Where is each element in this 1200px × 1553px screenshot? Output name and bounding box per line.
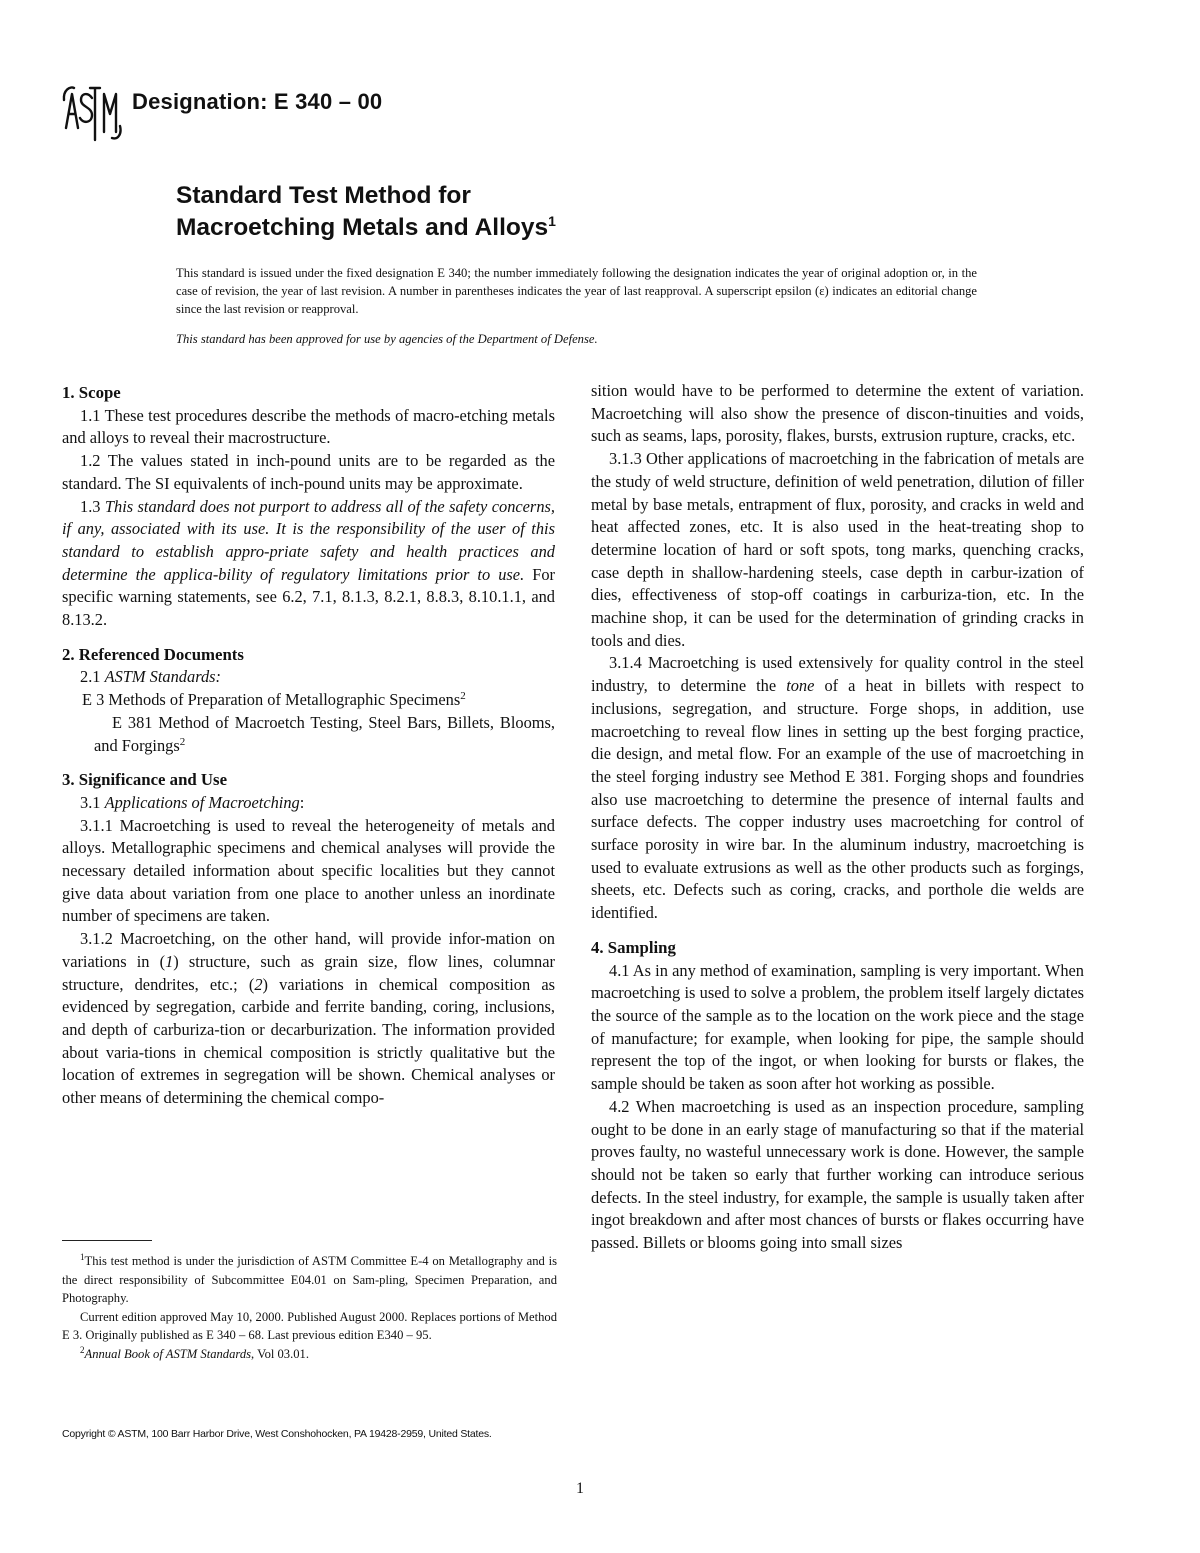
footnote-2: $^2$Annual Book of ASTM Standards, Vol 03.01. bbox=[80, 1344, 309, 1361]
section-heading-sampling: 4. Sampling bbox=[591, 937, 676, 957]
paragraph-1-3: 1.3 This standard does not purport to address all of the safety concerns, if any, associated with its use. It is the responsibility of the user of this standard to establish appro-priate safety and health practices and determine the applica-bility of regulatory limitations prior to use. For specific warning statements, see 6.2, 7.1, 8.1.3, 8.2.1, 8.8.3, 8.10.1.1, and 8.13.2. bbox=[62, 496, 555, 630]
document-title bbox=[176, 180, 1076, 244]
title-line-1: Standard Test Method for bbox=[176, 182, 471, 209]
section-heading-referenced-documents: 2. Referenced Documents bbox=[62, 644, 244, 664]
right-column bbox=[591, 380, 1084, 1255]
title-line-2: Macroetching Metals and Alloys$^1$ bbox=[176, 213, 556, 241]
paragraph-3-1-2: 3.1.2 Macroetching, on the other hand, will provide infor-mation on variations in (1) structure, such as grain size, flow lines, columnar structure, dendrites, etc.; (2) variations in chemical composition as evidenced by segregation, carbide and ferrite banding, coring, inclusions, and depth of carburiza-tion or decarburization. The information provided about varia-tions in chemical composition is strictly qualitative but the location of extremes in segregation will be shown. Chemical analyses or other means of determining the chemical compo- bbox=[62, 929, 555, 1108]
paragraph-3-1-3: 3.1.3 Other applications of macroetching in the fabrication of metals are the study of weld structure, definition of weld penetration, dilution of filler metal by base metals, entrapment of flux, porosity, and cracks in weld and heat affected zones, etc. It is also used in the heat-treating shop to determine location of hard or soft spots, tong marks, quenching cracks, case depth in shallow-hardening steels, case depth in carbur-ization of dies, effectiveness of stop-off coatings in carburiza-tion, etc. In the machine shop, it can be used for the determination of grinding cracks in tools and dies. bbox=[591, 449, 1084, 650]
section-heading-significance: 3. Significance and Use bbox=[62, 770, 228, 790]
paragraph-3-1-4: 3.1.4 Macroetching is used extensively for quality control in the steel industry, to determine the tone of a heat in billets with respect to inclusions, segregation, and structure. Forge shops, in addition, use macroetching to reveal flow lines in setting up the best forging practice, die design, and metal flow. For an example of the use of macroetching in the steel forging industry see Method E 381. Forging shops and foundries also use macroetching to determine the presence of internal faults and surface defects. The copper industry uses macroetching for control of surface porosity in wire bar. In the aluminum industry, macroetching is used to evaluate extrusions as well as the other products such as forgings, sheets, etc. Defects such as coring, cracks, and porthole die welds are identified. bbox=[591, 653, 1085, 923]
copyright-line: Copyright © ASTM, 100 Barr Harbor Drive, West Conshohocken, PA 19428-2959, United States. bbox=[62, 1428, 492, 1440]
footnotes bbox=[62, 1252, 557, 1363]
paragraph-3-1-1: 3.1.1 Macroetching is used to reveal the heterogeneity of metals and alloys. Metallographic specimens and chemical analyses will provide the necessary detailed information about specific localities but they cannot give data about variation from one place to another unless an inordinate number of specimens are taken. bbox=[62, 815, 555, 926]
approval-note: This standard has been approved for use by agencies of the Department of Defense. bbox=[176, 332, 598, 346]
title-footnote-mark: 1 bbox=[548, 213, 556, 229]
reference-e381: E 381 Method of Macroetch Testing, Steel Bars, Billets, Blooms, and Forgings$^2$ bbox=[94, 712, 555, 755]
footnote-rule bbox=[62, 1240, 152, 1241]
footnote-1: $^1$This test method is under the jurisdiction of ASTM Committee E-4 on Metallography and is the direct responsibility of Subcommittee E04.01 on Sam-pling, Specimen Preparation, and Photography. bbox=[62, 1252, 557, 1305]
paragraph-2-1: 2.1 ASTM Standards: bbox=[80, 667, 222, 687]
designation: Designation: E 340 – 00 bbox=[132, 89, 383, 114]
paragraph-3-1-2-continued: sition would have to be performed to determine the extent of variation. Macroetching will also show the presence of discon-tinuities and voids, such as seams, laps, porosity, flakes, bursts, extrusion rupture, cracks, etc. bbox=[591, 381, 1084, 446]
issuance-note: This standard is issued under the fixed designation E 340; the number immediately following the designation indicates the year of original adoption or, in the case of revision, the year of last revision. A number in parentheses indicates the year of last reapproval. A superscript epsilon (ε) indicates an editorial change since the last revision or reapproval. bbox=[176, 266, 977, 317]
paragraph-3-1: 3.1 Applications of Macroetching: bbox=[80, 792, 305, 812]
page-number: 1 bbox=[576, 1480, 584, 1497]
reference-e3: E 3 Methods of Preparation of Metallographic Specimens$^2$ bbox=[82, 690, 466, 710]
paragraph-1-2: 1.2 The values stated in inch-pound units are to be regarded as the standard. The SI equivalents of inch-pound units may be approximate. bbox=[62, 451, 555, 493]
left-column bbox=[62, 380, 555, 1110]
section-heading-scope: 1. Scope bbox=[62, 383, 121, 402]
astm-logo bbox=[62, 80, 124, 146]
paragraph-4-1: 4.1 As in any method of examination, sampling is very important. When macroetching is used to solve a problem, the problem itself largely dictates the source of the sample as to the location on the work piece and the stage of manufacture; for example, when looking for pipe, the sample should represent the top of the ingot, or when looking for bursts or flakes, the sample should be taken as soon after hot working as possible. bbox=[591, 960, 1084, 1094]
footnote-1-edition: Current edition approved May 10, 2000. Published August 2000. Replaces portions of Method E 3. Originally published as E 340 – 68. Last previous edition E340 – 95. bbox=[62, 1309, 557, 1342]
paragraph-4-2: 4.2 When macroetching is used as an inspection procedure, sampling ought to be done in an early stage of manufacturing so that if the material proves faulty, no wasteful unnecessary work is done. However, the sample should not be taken so early that further working can introduce serious defects. In the steel industry, for example, the sample is usually taken after ingot breakdown and after most chances of bursts or flakes occurring have passed. Billets or blooms going into small sizes bbox=[591, 1096, 1084, 1253]
paragraph-1-1: 1.1 These test procedures describe the methods of macro-etching metals and alloys to reveal their macrostructure. bbox=[62, 405, 555, 448]
